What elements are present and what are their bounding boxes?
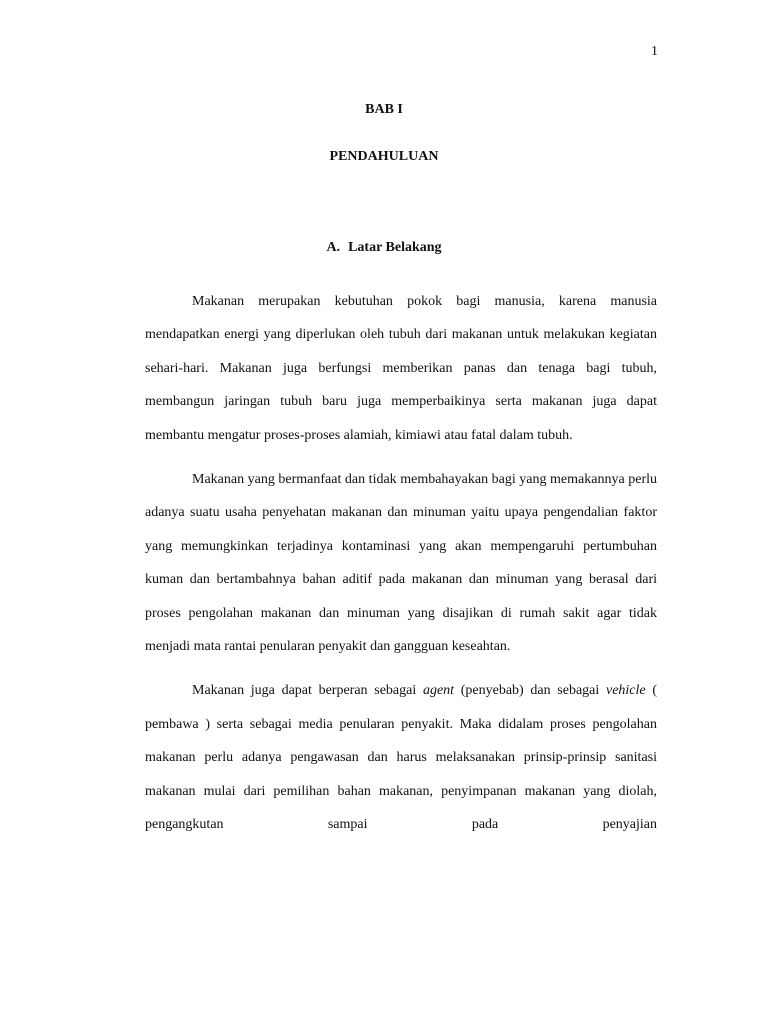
paragraph-3-text-1: Makanan juga dapat berperan sebagai: [192, 683, 423, 699]
paragraph-1: Makanan merupakan kebutuhan pokok bagi manusia, karena manusia mendapatkan energi yang diperlukan oleh tubuh dari makanan untuk melakukan kegiatan sehari-hari. Makanan juga berfungsi memberikan panas dan tenaga bagi tubuh, membangun jaringan tubuh baru juga memperbaikinya serta makanan juga dapat membantu mengatur proses-proses alamiah, kimiawi atau fatal dalam tubuh.: [145, 294, 657, 443]
paragraph-3-italic-agent: agent: [422, 683, 455, 699]
page-number: 1: [651, 44, 658, 59]
paragraph-3: [145, 674, 657, 841]
body-text: [145, 285, 657, 853]
section-heading: [0, 240, 768, 256]
paragraph-3-text-2: (penyebab) dan sebagai: [454, 683, 606, 699]
paragraph-3-text-3: ( pembawa ) serta sebagai media penularan penyakit. Maka didalam proses pengolahan makanan perlu adanya pengawasan dan harus melaksanakan prinsip-prinsip sanitasi makanan mulai dari pemilihan bahan makanan, penyimpanan makanan yang diolah, pengangkutan sampai pada penyajian: [145, 683, 657, 833]
chapter-number: BAB I: [365, 102, 403, 117]
section-letter: A.: [326, 240, 341, 255]
paragraph-3-italic-vehicle: vehicle: [605, 683, 646, 699]
chapter-title: PENDAHULUAN: [329, 149, 439, 164]
section-title: Latar Belakang: [348, 240, 442, 255]
paragraph-2: Makanan yang bermanfaat dan tidak membahayakan bagi yang memakannya perlu adanya suatu usaha penyehatan makanan dan minuman yaitu upaya pengendalian faktor yang memungkinkan terjadinya kontaminasi yang akan mempengaruhi pertumbuhan kuman dan bertambahnya bahan aditif pada makanan dan minuman yang berasal dari proses pengolahan makanan dan minuman yang disajikan di rumah sakit agar tidak menjadi mata rantai penularan penyakit dan gangguan keseahtan.: [145, 472, 657, 655]
